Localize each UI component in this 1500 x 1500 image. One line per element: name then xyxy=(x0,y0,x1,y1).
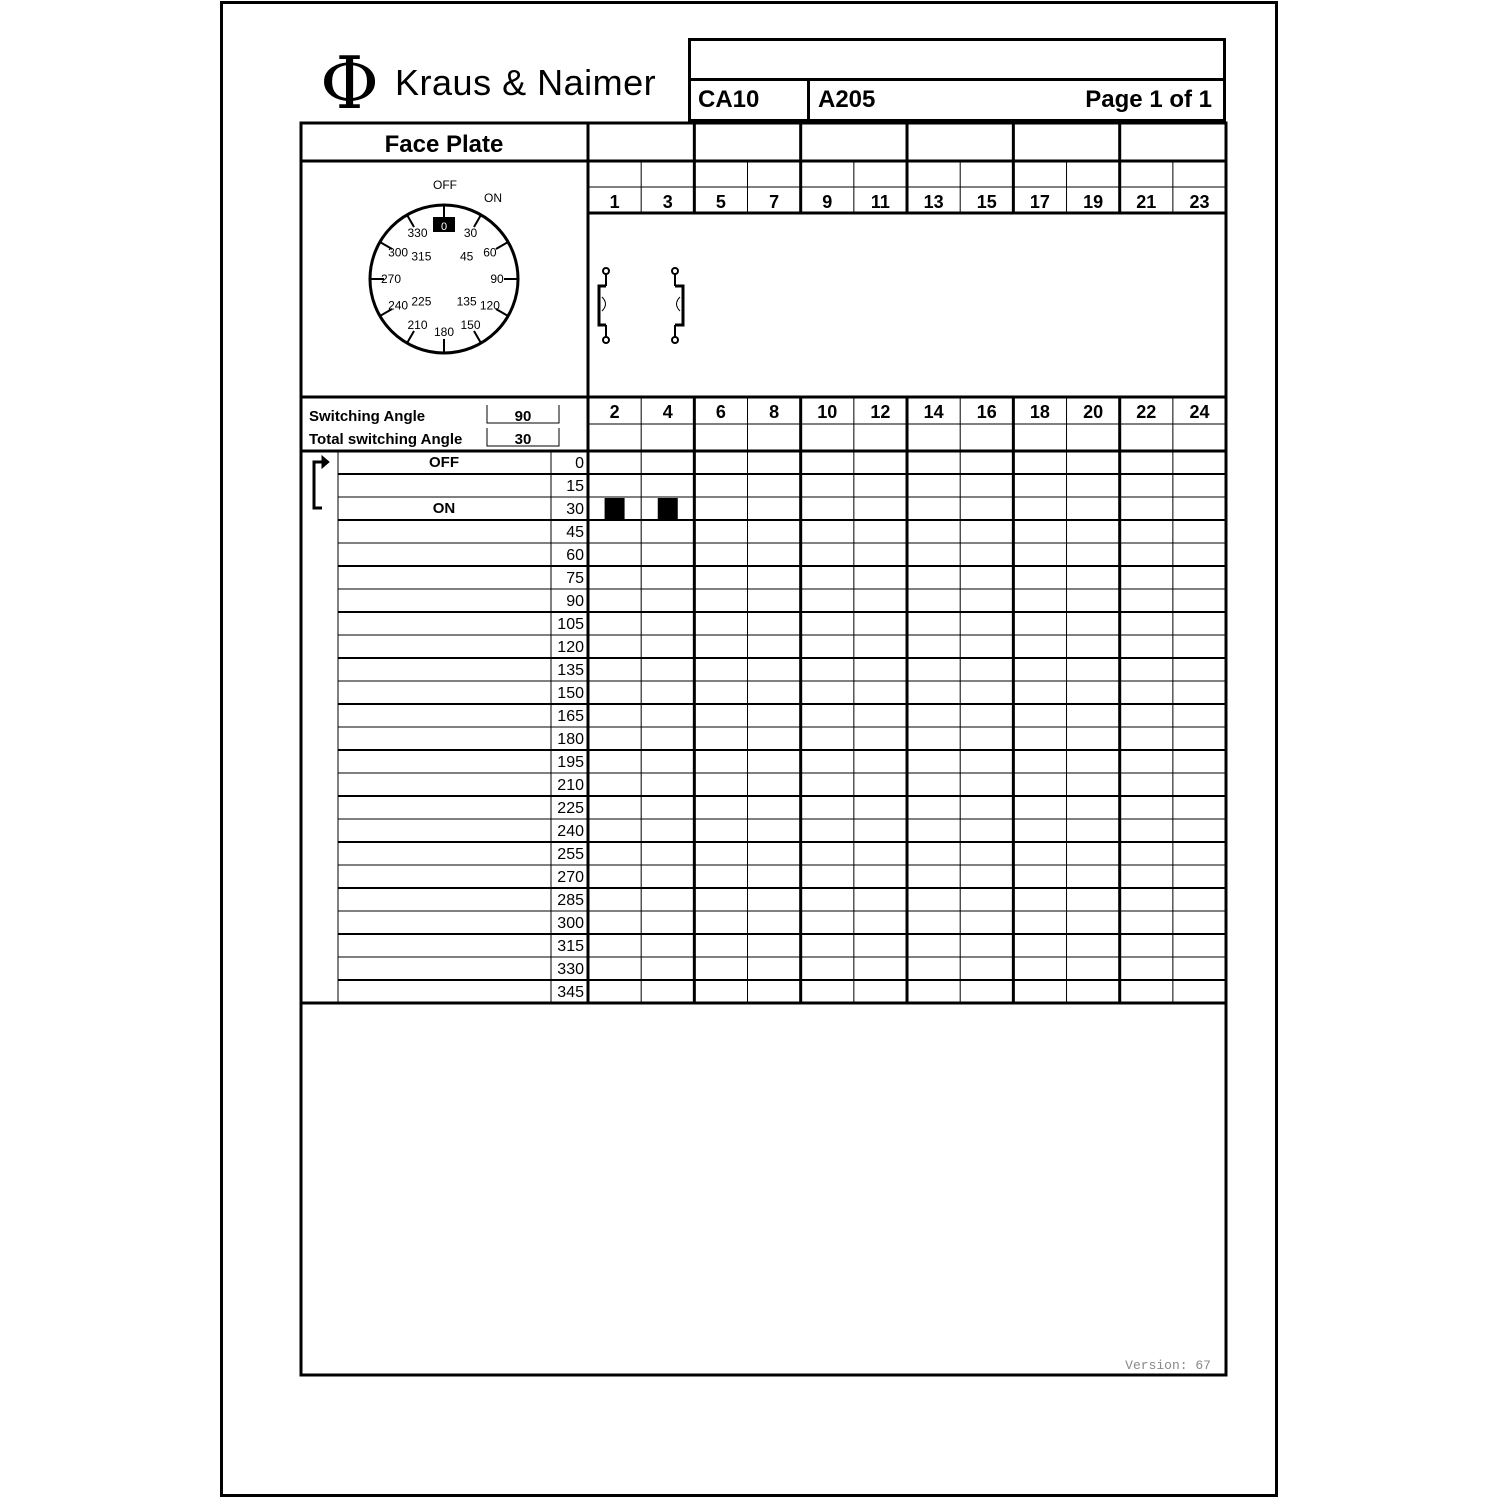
contact-terminal-icon xyxy=(672,337,678,343)
terminal-bottom-label: 22 xyxy=(1136,402,1157,422)
dial-label: 315 xyxy=(411,249,432,264)
terminal-bottom-label: 24 xyxy=(1189,402,1210,422)
dial-label: 150 xyxy=(460,317,481,332)
face-plate-title: Face Plate xyxy=(384,131,504,158)
stop-bracket-icon xyxy=(314,456,329,508)
terminal-columns xyxy=(610,123,1210,1003)
row-angle: 120 xyxy=(557,639,584,656)
terminal-bottom-label: 10 xyxy=(817,402,838,422)
phi-logo-icon: Φ xyxy=(320,41,380,125)
row-angle: 135 xyxy=(557,662,584,679)
contact-terminal-icon xyxy=(603,268,609,274)
row-angle: 330 xyxy=(557,961,584,978)
total-angle-label: Total switching Angle xyxy=(309,431,463,448)
row-angle: 195 xyxy=(557,754,584,771)
dial-on-label: ON xyxy=(484,191,502,205)
terminal-top-label: 13 xyxy=(923,192,944,212)
terminal-top-label: 15 xyxy=(976,192,997,212)
closed-contact-mark xyxy=(658,498,678,519)
terminal-bottom-label: 12 xyxy=(870,402,891,422)
row-angle: 240 xyxy=(557,823,584,840)
terminal-top-label: 5 xyxy=(715,192,726,212)
dial-label: 30 xyxy=(463,226,478,241)
terminal-top-label: 21 xyxy=(1136,192,1157,212)
total-angle-value: 30 xyxy=(514,431,532,448)
row-position-name: OFF xyxy=(429,454,459,471)
brand-name: Kraus & Naimer xyxy=(395,62,657,103)
terminal-top-label: 17 xyxy=(1029,192,1050,212)
dial-label: 45 xyxy=(459,249,474,264)
dial-label: 210 xyxy=(407,317,428,332)
row-angle: 165 xyxy=(557,708,584,725)
dial-label: 135 xyxy=(456,294,477,309)
terminal-top-label: 23 xyxy=(1189,192,1210,212)
row-angle: 150 xyxy=(557,685,584,702)
contact-element-1 xyxy=(599,268,609,343)
dial-label: 330 xyxy=(407,226,428,241)
dial-label: 60 xyxy=(483,245,497,260)
dial-labels xyxy=(381,221,504,339)
dial-tick xyxy=(496,242,508,249)
terminal-bottom-label: 20 xyxy=(1083,402,1104,422)
dial-label: 270 xyxy=(380,272,402,286)
row-angle: 75 xyxy=(566,570,584,587)
contact-element-3 xyxy=(672,268,683,343)
series-code: CA10 xyxy=(698,86,760,113)
row-angle: 15 xyxy=(566,478,584,495)
row-position-name: ON xyxy=(432,500,456,517)
switching-angle-value: 90 xyxy=(514,408,532,425)
row-angle: 255 xyxy=(557,846,584,863)
dial-tick xyxy=(407,331,414,343)
terminal-bottom-label: 4 xyxy=(662,402,673,422)
row-angle: 0 xyxy=(575,455,584,472)
dial-label: 0 xyxy=(440,221,448,233)
dial-label: 90 xyxy=(490,272,504,286)
row-angle: 45 xyxy=(566,524,584,541)
row-angle: 300 xyxy=(557,915,584,932)
terminal-bottom-label: 14 xyxy=(923,402,944,422)
terminal-bottom-label: 6 xyxy=(715,402,726,422)
terminal-bottom-label: 16 xyxy=(976,402,997,422)
row-angle: 345 xyxy=(557,984,584,1001)
row-angle: 225 xyxy=(557,800,584,817)
row-angle: 285 xyxy=(557,892,584,909)
row-angle: 210 xyxy=(557,777,584,794)
dial-tick xyxy=(474,331,481,343)
page-number: Page 1 of 1 xyxy=(1085,86,1212,113)
row-angle: 30 xyxy=(566,501,584,518)
row-angle: 90 xyxy=(566,593,584,610)
terminal-top-label: 3 xyxy=(662,192,673,212)
dial-label: 300 xyxy=(388,245,409,260)
row-angle: 270 xyxy=(557,869,584,886)
dial xyxy=(370,178,518,353)
dial-off-label: OFF xyxy=(433,178,457,192)
row-angle: 60 xyxy=(566,547,584,564)
position-rows xyxy=(338,451,1226,1003)
switching-angle-label: Switching Angle xyxy=(309,408,426,425)
program-code: A205 xyxy=(818,86,876,113)
row-angle: 105 xyxy=(557,616,584,633)
terminal-top-label: 19 xyxy=(1083,192,1104,212)
terminal-top-label: 1 xyxy=(609,192,620,212)
terminal-top-label: 7 xyxy=(769,192,780,212)
terminal-bottom-label: 18 xyxy=(1029,402,1050,422)
version-label: Version: 67 xyxy=(1125,1358,1211,1373)
terminal-bottom-label: 2 xyxy=(609,402,620,422)
dial-label: 180 xyxy=(433,325,455,339)
closed-contact-mark xyxy=(605,498,625,519)
contact-terminal-icon xyxy=(603,337,609,343)
dial-label: 225 xyxy=(411,294,432,309)
terminal-top-label: 9 xyxy=(822,192,833,212)
terminal-top-label: 11 xyxy=(870,192,890,212)
contact-terminal-icon xyxy=(672,268,678,274)
row-angle: 180 xyxy=(557,731,584,748)
dial-label: 120 xyxy=(479,298,500,313)
row-angle: 315 xyxy=(557,938,584,955)
terminal-bottom-label: 8 xyxy=(769,402,780,422)
dial-label: 240 xyxy=(388,298,409,313)
